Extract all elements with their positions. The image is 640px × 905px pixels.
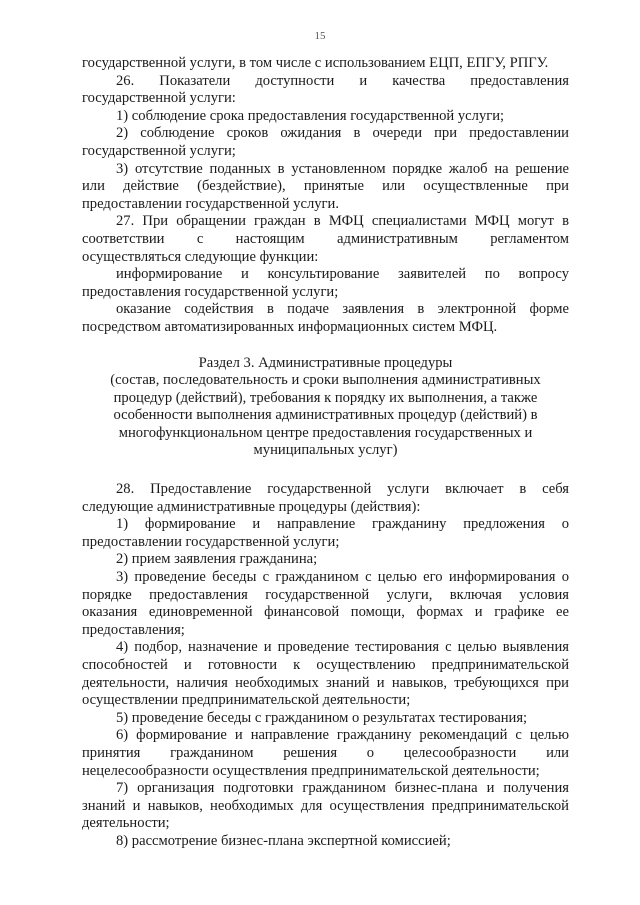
list-item: 1) формирование и направление гражданину предложения о: [116, 516, 569, 533]
text-line: следующие административные процедуры (действия):: [82, 498, 421, 515]
text-line: принятия гражданином решения о целесообразности или: [82, 744, 569, 761]
text-line: государственной услуги:: [82, 90, 236, 107]
text-line: осуществляться следующие функции:: [82, 248, 319, 265]
text-line: государственной услуги, в том числе с использованием ЕЦП, ЕПГУ, РПГУ.: [82, 55, 549, 71]
text-line: предоставления государственной услуги;: [82, 283, 339, 300]
list-item: 3) отсутствие поданных в установленном порядке жалоб на решение: [116, 160, 569, 177]
list-item: оказание содействия в подаче заявления в электронной форме: [116, 301, 569, 318]
text-line: посредством автоматизированных информационных систем МФЦ.: [82, 318, 498, 335]
list-item: информирование и консультирование заявителей по вопросу: [116, 266, 569, 283]
text-line: порядке предоставления государственной услуги, включая условия: [82, 586, 569, 603]
text-line: или действие (бездействие), принятые или осуществленные при: [82, 178, 569, 195]
text-line: соответствии с настоящим административным регламентом: [82, 230, 569, 247]
paragraph-27-line: 27. При обращении граждан в МФЦ специалистами МФЦ могут в: [116, 213, 569, 230]
page-number: 15: [314, 30, 326, 42]
text-line: оказания единовременной финансовой помощи, формах и графике ее: [82, 604, 569, 621]
section-subtitle-line: муниципальных услуг): [253, 442, 398, 459]
document-body: [82, 55, 569, 851]
text-line: предоставления;: [82, 621, 185, 638]
text-line: осуществлении предпринимательской деятельности;: [82, 692, 411, 709]
list-item: 7) организация подготовки гражданином бизнес-плана и получения: [116, 780, 569, 797]
list-item: 6) формирование и направление гражданину рекомендаций с целью: [116, 727, 569, 744]
section-subtitle-line: особенности выполнения административных процедур (действий) в: [113, 407, 538, 424]
text-line: деятельности, наличия необходимых знаний и навыков, требующихся при: [82, 674, 569, 691]
text-line: знаний и навыков, необходимых для осуществления предпринимательской: [82, 797, 569, 814]
section-subtitle-line: процедур (действий), требования к порядку их выполнения, а также: [113, 389, 538, 406]
section-subtitle-line: многофункциональном центре предоставления государственных и: [118, 424, 533, 441]
list-item: 3) проведение беседы с гражданином с целью его информирования о: [116, 569, 569, 586]
list-item: 8) рассмотрение бизнес-плана экспертной комиссией;: [116, 832, 451, 849]
section-subtitle-line: (состав, последовательность и сроки выполнения административных: [110, 372, 541, 389]
list-item: 2) соблюдение сроков ожидания в очереди при предоставлении: [116, 125, 569, 142]
list-item: 4) подбор, назначение и проведение тестирования с целью выявления: [116, 639, 569, 656]
text-line: способностей и готовности к осуществлению предпринимательской: [82, 657, 569, 673]
text-line: предоставлении государственной услуги.: [82, 195, 339, 212]
section-title: Раздел 3. Административные процедуры: [198, 354, 453, 371]
list-item: 5) проведение беседы с гражданином о результатах тестирования;: [116, 709, 528, 726]
text-line: государственной услуги;: [82, 142, 236, 159]
text-line: предоставлении государственной услуги;: [82, 533, 340, 550]
list-item: 2) прием заявления гражданина;: [116, 551, 318, 568]
text-line: деятельности;: [82, 815, 170, 832]
text-line: нецелесообразности осуществления предпринимательской деятельности;: [82, 762, 540, 779]
paragraph-26-line: 26. Показатели доступности и качества предоставления: [116, 72, 569, 89]
paragraph-28-line: 28. Предоставление государственной услуги включает в себя: [116, 481, 569, 498]
section-heading: [82, 355, 569, 461]
list-item: 1) соблюдение срока предоставления государственной услуги;: [116, 107, 505, 124]
